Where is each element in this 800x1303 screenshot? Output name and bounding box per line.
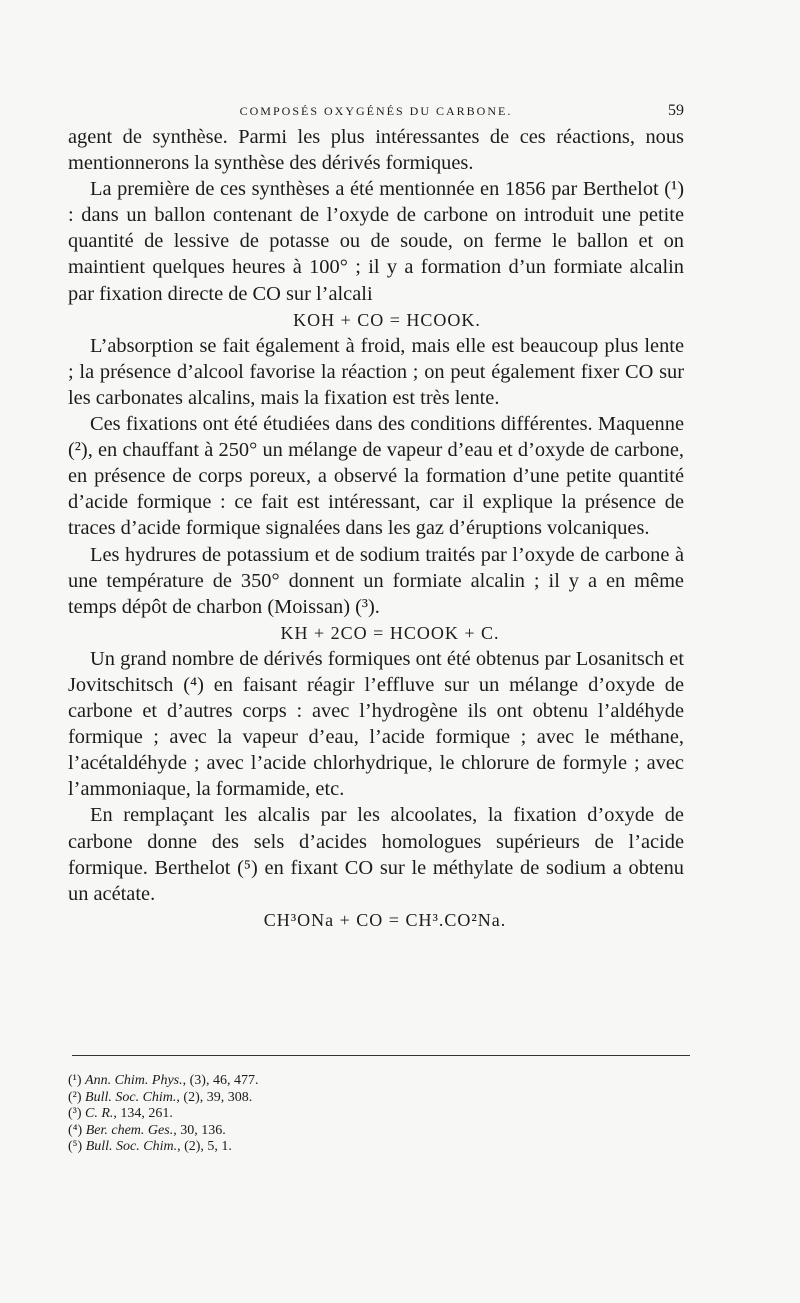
- footnote-mark: (⁵): [68, 1139, 83, 1155]
- paragraph: L’absorption se fait également à froid, mais elle est beaucoup plus lente ; la présence d’alcool favorise la réaction ; on peut également fixer CO sur les carbonates alcalins, mais la fixation est très lente.: [68, 334, 684, 409]
- footnote-divider: [72, 1055, 690, 1056]
- body-text: [68, 124, 684, 933]
- footnote-mark: (¹): [68, 1073, 82, 1088]
- footnote: [68, 1073, 684, 1090]
- equation: KH + 2CO = HCOOK + C.: [280, 622, 500, 643]
- paragraph: agent de synthèse. Parmi les plus intéressantes de ces réactions, nous mentionnerons la synthèse des dérivés formiques.: [68, 126, 684, 175]
- footnote-source: C. R.: [85, 1106, 114, 1122]
- footnote-mark: (⁴): [68, 1122, 83, 1138]
- footnote: [68, 1123, 684, 1140]
- footnote: [68, 1106, 684, 1123]
- footnote-ref: , 134, 261.: [113, 1106, 173, 1122]
- paragraph: Ces fixations ont été étudiées dans des conditions différentes. Maquenne (²), en chauffant à 250° un mélange de vapeur d’eau et d’oxyde de carbone, en présence de corps poreux, a observé la formation d’une petite quantité d’acide formique : ce fait est intéressant, car il explique la présence de traces d’acide formique signalées dans les gaz d’éruptions volcaniques.: [68, 413, 684, 540]
- footnote-ref: , (3), 46, 477.: [182, 1073, 259, 1088]
- footnote-mark: (²): [68, 1089, 82, 1105]
- footnote-source: Ber. chem. Ges.: [85, 1122, 174, 1138]
- footnotes: [68, 1073, 684, 1156]
- equation: CH³ONa + CO = CH³.CO²Na.: [263, 909, 507, 930]
- footnote-ref: , 30, 136.: [173, 1122, 226, 1138]
- footnote-ref: , (2), 5, 1.: [177, 1139, 232, 1155]
- running-header: [68, 102, 684, 122]
- page-number: 59: [668, 102, 684, 119]
- footnote: [68, 1139, 684, 1156]
- footnote-ref: , (2), 39, 308.: [176, 1089, 253, 1105]
- footnote-mark: (³): [68, 1106, 82, 1122]
- paragraph: Un grand nombre de dérivés formiques ont été obtenus par Losanitsch et Jovitschitsch (⁴) en faisant réagir l’effluve sur un mélange d’oxyde de carbone et d’autres corps : avec l’hydrogène ils ont obtenu l’aldéhyde formique ; avec la vapeur d’eau, l’acide formique ; avec le méthane, l’acétaldéhyde ; avec l’acide chlorhydrique, le chlorure de formyle ; avec l’ammoniaque, la formamide, etc.: [68, 647, 684, 801]
- running-title: COMPOSÉS OXYGÉNÉS DU CARBONE.: [239, 104, 513, 118]
- footnote: [68, 1090, 684, 1107]
- equation: KOH + CO = HCOOK.: [293, 309, 481, 330]
- paragraph: En remplaçant les alcalis par les alcoolates, la fixation d’oxyde de carbone donne des sels d’acides homologues supérieurs de l’acide formique. Berthelot (⁵) en fixant CO sur le méthylate de sodium a obtenu un acétate.: [68, 804, 684, 905]
- paragraph: La première de ces synthèses a été mentionnée en 1856 par Berthelot (¹) : dans un ballon contenant de l’oxyde de carbone on introduit une petite quantité de lessive de potasse ou de soude, on ferme le ballon et on maintient quelques heures à 100° ; il y a formation d’un formiate alcalin par fixation directe de CO sur l’alcali: [68, 178, 684, 305]
- footnote-source: Ann. Chim. Phys.: [85, 1073, 183, 1088]
- footnote-source: Bull. Soc. Chim.: [85, 1139, 178, 1155]
- footnote-source: Bull. Soc. Chim.: [85, 1089, 177, 1105]
- paragraph: Les hydrures de potassium et de sodium traités par l’oxyde de carbone à une température de 350° donnent un formiate alcalin ; il y a en même temps dépôt de charbon (Moissan) (³).: [68, 543, 684, 618]
